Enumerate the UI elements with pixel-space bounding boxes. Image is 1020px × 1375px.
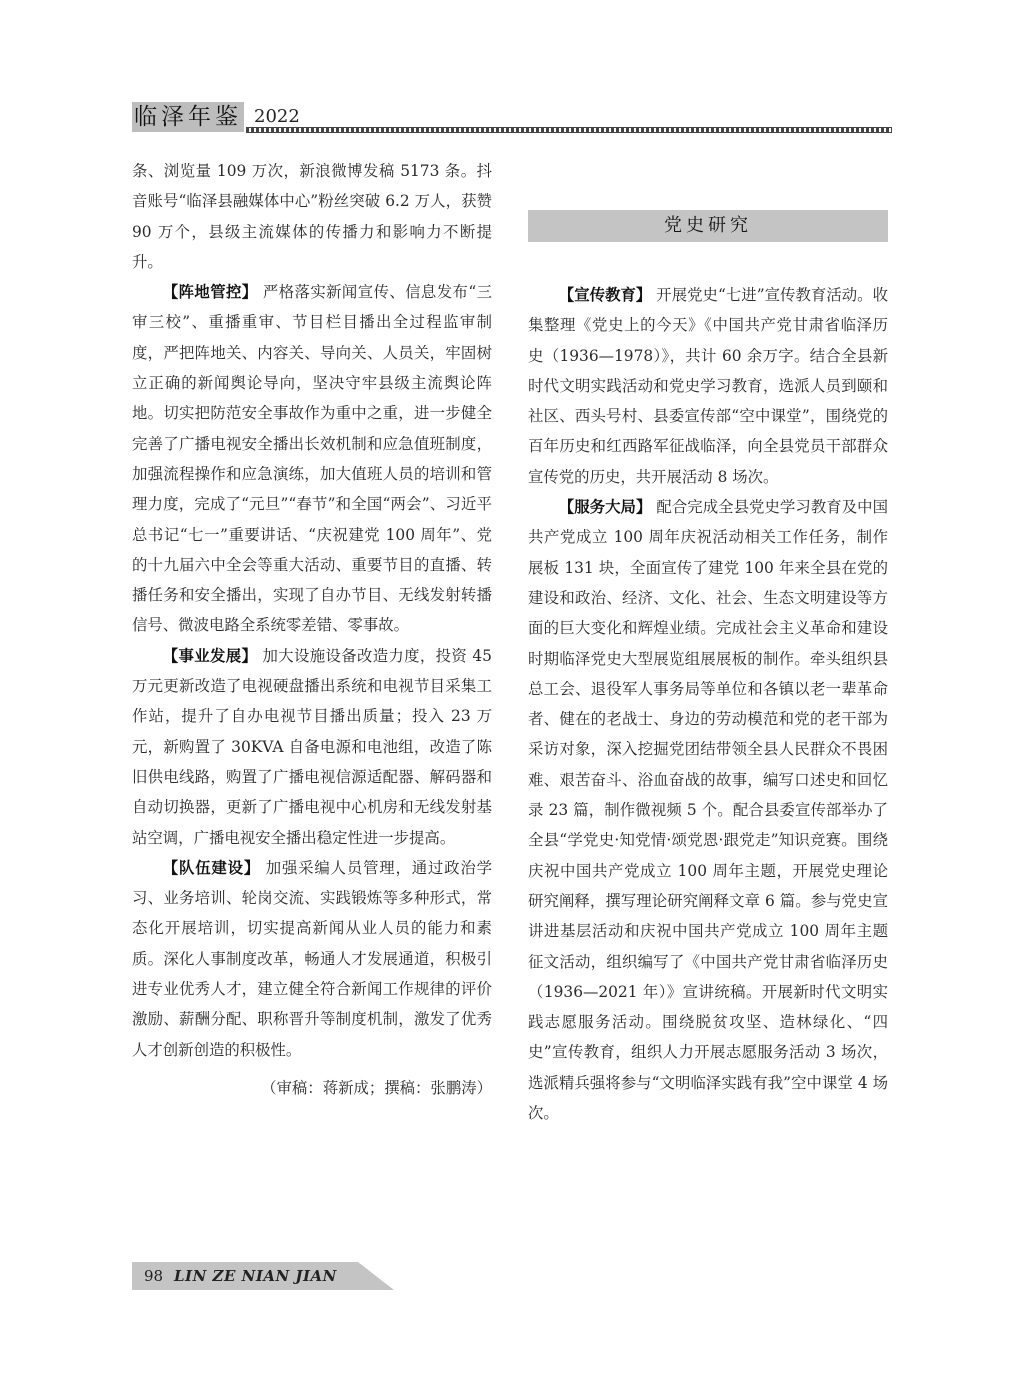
- header-rule: [246, 127, 892, 133]
- tag-publicity: 【宣传教育】: [558, 286, 652, 304]
- paragraph-publicity: [528, 280, 888, 492]
- left-column: [132, 156, 492, 1103]
- yearbook-title: 临泽年鉴: [134, 104, 242, 130]
- text-position-control: 严格落实新闻宣传、信息发布“三审三校”、重播重审、节目栏目播出全过程监审制度，严把阵地关、内容关、导向关、人员关，牢固树立正确的新闻舆论导向，坚决守牢县级主流舆论阵地。切实把防范安全事故作为重中之重，进一步健全完善了广播电视安全播出长效机制和应急值班制度，加强流程操作和应急演练，加大值班人员的培训和管理力度，完成了“元旦”“春节”和全国“两会”、习近平总书记“七一”重要讲话、“庆祝建党 100 周年”、党的十九届六中全会等重大活动、重要节目的直播、转播任务和安全播出，实现了自办节目、无线发射转播信号、微波电路全系统零差错、零事故。: [132, 283, 492, 635]
- section-title: 党史研究: [528, 210, 888, 242]
- tag-position-control: 【阵地管控】: [162, 283, 258, 302]
- paragraph-development: [132, 641, 492, 853]
- tag-development: 【事业发展】: [162, 646, 258, 665]
- text-publicity: 开展党史“七进”宣传教育活动。收集整理《党史上的今天》《中国共产党甘肃省临泽历史（1936—1978）》，共计 60 余万字。结合全县新时代文明实践活动和党史学习教育，选派人员到颐和社区、西头号村、县委宣传部“空中课堂”，围绕党的百年历史和红西路军征战临泽，向全县党员干部群众宣传党的历史，共开展活动 8 场次。: [528, 286, 888, 486]
- tag-team-building: 【队伍建设】: [162, 858, 261, 877]
- paragraph-team-building: [132, 853, 492, 1065]
- paragraph-position-control: [132, 277, 492, 641]
- text-service: 配合完成全县党史学习教育及中国共产党成立 100 周年庆祝活动相关工作任务，制作展板 131 块，全面宣传了建党 100 年来全县在党的建设和政治、经济、文化、社会、生态文明建设等方面的巨大变化和辉煌业绩。完成社会主义革命和建设时期临泽党史大型展览组展展板的制作。牵头组织县总工会、退役军人事务局等单位和各镇以老一辈革命者、健在的老战士、身边的劳动模范和党的老干部为采访对象，深入挖掘党团结带领全县人民群众不畏困难、艰苦奋斗、浴血奋战的故事，编写口述史和回忆录 23 篇，制作微视频 5 个。配合县委宣传部举办了全县“学党史·知党情·颂党恩·跟党走”知识竞赛。围绕庆祝中国共产党成立 100 周年主题，开展党史理论研究阐释，撰写理论研究阐释文章 6 篇。参与党史宣讲进基层活动和庆祝中国共产党成立 100 周年主题征文活动，组织编写了《中国共产党甘肃省临泽历史（1936—2021 年）》宣讲统稿。开展新时代文明实践志愿服务活动。围绕脱贫攻坚、造林绿化、“四史”宣传教育，组织人力开展志愿服务活动 3 场次，选派精兵强将参与“文明临泽实践有我”空中课堂 4 场次。: [528, 498, 888, 1123]
- text-development: 加大设施设备改造力度，投资 45 万元更新改造了电视硬盘播出系统和电视节目采集工作站，提升了自办电视节目播出质量；投入 23 万元，新购置了 30KVA 自备电源和电池组，改造了陈旧供电线路，购置了广播电视信源适配器、解码器和自动切换器，更新了广播电视中心机房和无线发射基站空调，广播电视安全播出稳定性进一步提高。: [132, 646, 492, 847]
- page-number: 98: [144, 1267, 164, 1285]
- footer-title: LIN ZE NIAN JIAN: [174, 1267, 337, 1285]
- yearbook-year: 2022: [254, 106, 300, 127]
- running-header: [132, 100, 892, 134]
- paragraph-service: [528, 492, 888, 1128]
- credit-line: （审稿：蒋新成；撰稿：张鹏涛）: [261, 1078, 492, 1097]
- tag-service: 【服务大局】: [558, 498, 652, 517]
- paragraph-continued: 条、浏览量 109 万次，新浪微博发稿 5173 条。抖音账号“临泽县融媒体中心”粉丝突破 6.2 万人，获赞 90 万个，县级主流媒体的传播力和影响力不断提升。: [132, 162, 492, 271]
- text-team-building: 加强采编人员管理，通过政治学习、业务培训、轮岗交流、实践锻炼等多种形式，常态化开展培训，切实提高新闻从业人员的能力和素质。深化人事制度改革，畅通人才发展通道，积极引进专业优秀人才，建立健全符合新闻工作规律的评价激励、薪酬分配、职称晋升等制度机制，激发了优秀人才创新创造的积极性。: [132, 858, 492, 1059]
- right-column: [528, 280, 888, 1128]
